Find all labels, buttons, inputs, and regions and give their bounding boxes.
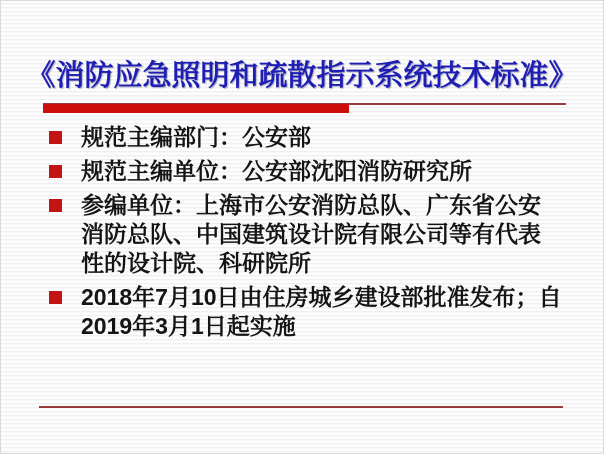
slide-title: 《消防应急照明和疏散指示系统技术标准》 <box>26 60 578 92</box>
bullet-text-line: 2018年7月10日由住房城乡建设部批准发布；自 <box>81 284 562 310</box>
bullet-item-participating-units <box>49 191 583 278</box>
bullet-item-publication-dates <box>49 283 583 341</box>
bullet-text <box>81 283 562 341</box>
bullet-text-line: 规范主编部门：公安部 <box>81 124 311 150</box>
bullet-item-editing-unit <box>49 157 583 186</box>
bullet-square-icon <box>49 291 62 304</box>
bullet-text <box>81 123 311 152</box>
bullet-text-line: 规范主编单位：公安部沈阳消防研究所 <box>81 158 472 184</box>
bullet-text-line: 性的设计院、科研院所 <box>81 250 311 276</box>
bullet-square-icon <box>49 131 62 144</box>
bullet-list <box>49 123 583 346</box>
footer-divider <box>39 406 563 408</box>
title-underline-bar <box>43 104 349 113</box>
bullet-item-editing-department <box>49 123 583 152</box>
bullet-text-line: 2019年3月1日起实施 <box>81 313 296 339</box>
bullet-text-line: 消防总队、中国建筑设计院有限公司等有代表 <box>81 221 541 247</box>
bullet-text-line: 参编单位：上海市公安消防总队、广东省公安 <box>81 192 541 218</box>
bullet-text <box>81 157 472 186</box>
bullet-text <box>81 191 541 278</box>
bullet-square-icon <box>49 165 62 178</box>
bullet-square-icon <box>49 199 62 212</box>
